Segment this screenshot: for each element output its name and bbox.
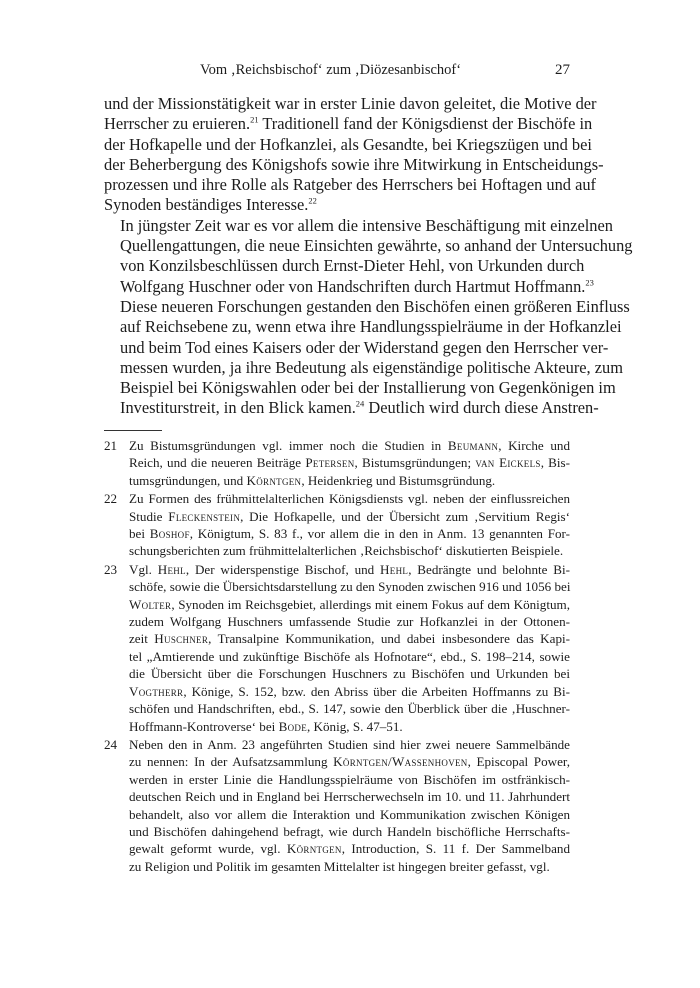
footnote-number: 22 [104,491,118,507]
footnote-line: zudem Wolfgang Huschners umfassende Studie zur Hofkanzlei in der Ottonen- [129,614,570,630]
page-number: 27 [555,62,570,78]
footnote-line: die Übersicht über die Forschungen Huschners zu Bischöfen und Urkunden bei [129,666,570,682]
footnote-line: tumsgründungen, und Körntgen, Heidenkrieg und Bistumsgründung. [129,472,496,488]
text-line: der Hofkapelle und der Hofkanzlei, als Gesandte, bei Kriegszügen und bei [104,134,592,154]
paragraph-1 [104,94,604,216]
footnote-line: schöfen und Handschriften, ebd., S. 147, sowie den Überblick über die ‚Huschner- [129,701,570,717]
footnote-ref[interactable]: 24 [355,398,365,409]
footnote-line: Reich, und die neueren Beiträge Petersen, Bistumsgründungen; van Eickels, Bis- [129,455,571,471]
footnote-number: 21 [104,438,118,453]
footnote-line: bei Boshof, Königtum, S. 83 f., vor allem die in den in Anm. 13 genannten For- [129,526,570,542]
text-line: Diese neueren Forschungen gestanden den Bischöfen einen größeren Einfluss [120,296,630,316]
text-line: prozessen und ihre Rolle als Ratgeber des Herrschers bei Hoftagen und auf [104,175,597,195]
text-line: und beim Tod eines Kaisers oder der Widerstand gegen den Herrscher ver- [120,337,609,357]
footnote-line: behandelt, also vor allem die Interaktion und Kommunikation zwischen Königen [129,806,570,822]
footnote-line: Neben den in Anm. 23 angeführten Studien sind hier zwei neuere Sammelbände [129,736,570,752]
text-line: Herrscher zu eruieren.$^{21}$ Traditionell fand der Königsdienst der Bischöfe in [104,114,593,134]
text-line: der Beherbergung des Königshofs sowie ihre Mitwirkung in Entscheidungs- [104,154,604,174]
footnote-line: Studie Fleckenstein, Die Hofkapelle, und der Übersicht zum ‚Servitium Regis‘ [129,508,570,524]
footnote-ref[interactable]: 23 [585,277,594,288]
footnote-line: tel „Amtierende und zukünftige Bischöfe als Hofnotare“, ebd., S. 198–214, sowie [129,648,570,664]
footnote-separator [104,430,162,431]
footnote-line: Zu Formen des frühmittelalterlichen Königsdiensts vgl. neben der einflussreichen [129,491,570,507]
footnote-line: schöfe, sowie die Übersichtsdarstellung zu den Synoden zwischen 916 und 1056 bei [129,579,571,595]
footnote-line: gewalt geformt wurde, vgl. Körntgen, Introduction, S. 11 f. Der Sammelband [129,841,570,857]
text-line: Synoden beständiges Interesse.$^{22}$ [104,195,317,215]
text-line: Quellengattungen, die neue Einsichten gewährte, so anhand der Untersuchung [120,236,633,256]
footnote-21 [104,437,570,489]
text-line: Investiturstreit, in den Blick kamen.$^{24}$ Deutlich wird durch diese Anstren- [120,398,599,418]
text-line: Wolfgang Huschner oder von Handschriften durch Hartmut Hoffmann.$^{23}$ [120,276,594,296]
footnote-22 [104,490,570,560]
text-line: und der Missionstätigkeit war in erster Linie davon geleitet, die Motive der [104,94,597,113]
footnote-line: Hoffmann-Kontroverse‘ bei Bode, König, S. 47–51. [129,718,403,734]
footnote-number: 24 [104,736,118,752]
footnote-line: zu nennen: In der Aufsatzsammlung Körntgen/Wassenhoven, Episcopal Power, [129,754,570,770]
footnote-24 [104,736,570,875]
footnote-line: Vgl. Hehl, Der widerspenstige Bischof, und Hehl, Bedrängte und belohnte Bi- [129,561,570,577]
footnote-line: und Bischöfen dahingehend befragt, wie durch Handeln bischöfliche Herrschafts- [129,823,570,839]
footnote-line: werden in erster Linie die Handlungsspielräume von Bischöfen im ostfränkisch- [129,771,570,787]
paragraph-2 [104,215,633,419]
footnote-23 [104,561,570,735]
text-line: auf Reichsebene zu, wenn etwa ihre Handlungsspielräume in der Hofkanzlei [120,317,622,337]
running-title: Vom ‚Reichsbischof‘ zum ‚Diözesanbischof‘ [200,62,462,78]
footnote-line: Wolter, Synoden im Reichsgebiet, allerdings mit einem Fokus auf dem Königtum, [129,596,570,612]
footnote-line: zu Religion und Politik im gesamten Mittelalter ist hingegen breiter gefasst, vgl. [129,858,550,874]
text-line: von Konzilsbeschlüssen durch Ernst-Dieter Hehl, von Urkunden durch [120,256,585,276]
footnote-ref[interactable]: 22 [308,196,317,207]
text-line: Beispiel bei Königswahlen oder bei der Installierung von Gegenkönigen im [120,378,616,398]
text-line: messen wurden, ja ihre Bedeutung als eigenständige politische Akteure, zum [120,357,623,377]
footnote-number: 23 [104,561,118,577]
footnote-ref[interactable]: 21 [250,114,259,125]
footnote-line: Vogtherr, Könige, S. 152, bzw. den Abriss über die Arbeiten Hoffmanns zu Bi- [129,683,570,699]
footnote-line: Zu Bistumsgründungen vgl. immer noch die Studien in Beumann, Kirche und [129,438,570,453]
footnote-line: deutschen Reich und in England bei Herrscherwechseln im 10. und 11. Jahrhundert [129,789,570,805]
footnotes [104,437,570,876]
main-text [104,94,633,419]
footnote-line: schungsberichten zum frühmittelalterlichen ‚Reichsbischof‘ diskutierten Beispiele. [129,543,564,559]
text-line: In jüngster Zeit war es vor allem die intensive Beschäftigung mit einzelnen [120,215,613,235]
footnote-line: zeit Huschner, Transalpine Kommunikation, und dabei insbesondere das Kapi- [129,631,570,647]
